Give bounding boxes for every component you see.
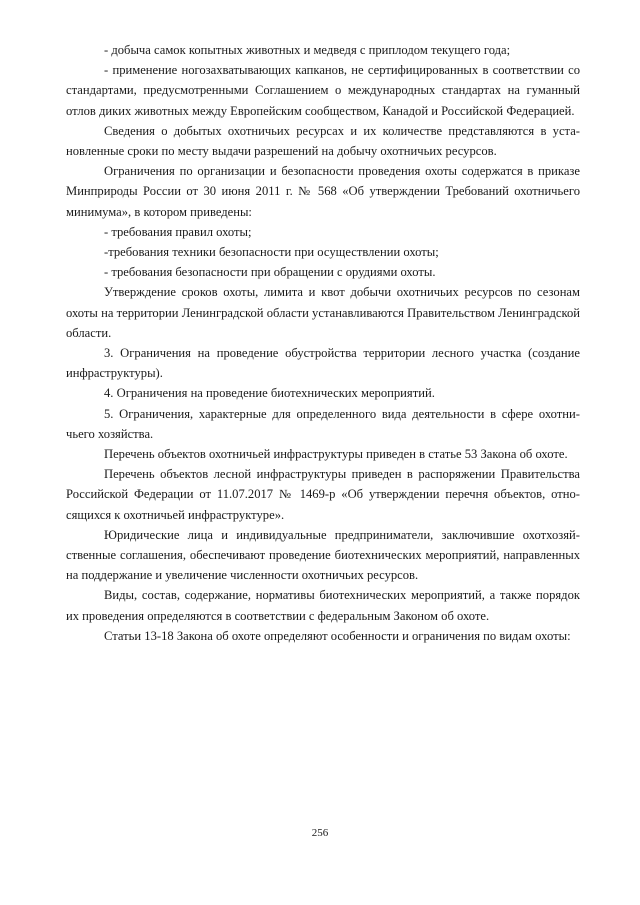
paragraph: - требования правил охоты; xyxy=(104,224,252,239)
paragraph: Виды, состав, содержание, нормативы биотехнических мероприятий, а также порядок их проведения определяются в соответствии с федеральным Законом об охоте. xyxy=(66,588,580,623)
paragraph: Статьи 13-18 Закона об охоте определяют особенности и ограничения по видам охоты: xyxy=(104,628,571,643)
paragraph: Перечень объектов лесной инфраструктуры приведен в распоряжении Правительства Российской Федерации от 11.07.2017 № 1469-р «Об утверждении перечня объектов, относящихся к охотничьей инфраструктуре». xyxy=(66,467,580,522)
paragraph: - добыча самок копытных животных и медведя с приплодом текущего года; xyxy=(104,43,511,57)
paragraph: - требования безопасности при обращении с орудиями охоты. xyxy=(104,265,436,280)
paragraph: Перечень объектов охотничьей инфраструктуры приведен в статье 53 Закона об охоте. xyxy=(104,447,568,462)
paragraph: Сведения о добытых охотничьих ресурсах и их количестве представляются в установленные сроки по месту выдачи разрешений на добычу охотничьих ресурсов. xyxy=(66,123,580,159)
body-text xyxy=(66,40,580,646)
paragraph: 4. Ограничения на проведение биотехнических мероприятий. xyxy=(104,386,435,401)
paragraph: 3. Ограничения на проведение обустройства территории лесного участка (создание инфраструктуры). xyxy=(66,346,580,381)
paragraph: -требования техники безопасности при осуществлении охоты; xyxy=(104,245,439,260)
paragraph: 5. Ограничения, характерные для определенного вида деятельности в сфере охотничьего хозяйства. xyxy=(66,406,580,441)
paragraph: Ограничения по организации и безопасности проведения охоты содержатся в приказе Минприроды России от 30 июня 2011 г. № 568 «Об утверждении Требований охотничьего минимума», в котором приведены: xyxy=(66,164,580,219)
paragraph: Юридические лица и индивидуальные предприниматели, заключившие охотхозяйственные соглашения, обеспечивают проведение биотехнических мероприятий, направленных на поддержание и увеличение численности охотничьих ресурсов. xyxy=(66,527,580,583)
paragraph: - применение ногозахватывающих капканов, не сертифицированных в соответствии со стандартами, предусмотренными Соглашением о международных стандартах на гуманный отлов диких животных между Европейским сообществом, Канадой и Российской Федерацией. xyxy=(66,63,580,118)
page-number: 256 xyxy=(311,827,329,839)
paragraph: Утверждение сроков охоты, лимита и квот добычи охотничьих ресурсов по сезонам охоты на территории Ленинградской области устанавливаются Правительством Ленинградской области. xyxy=(66,285,580,340)
